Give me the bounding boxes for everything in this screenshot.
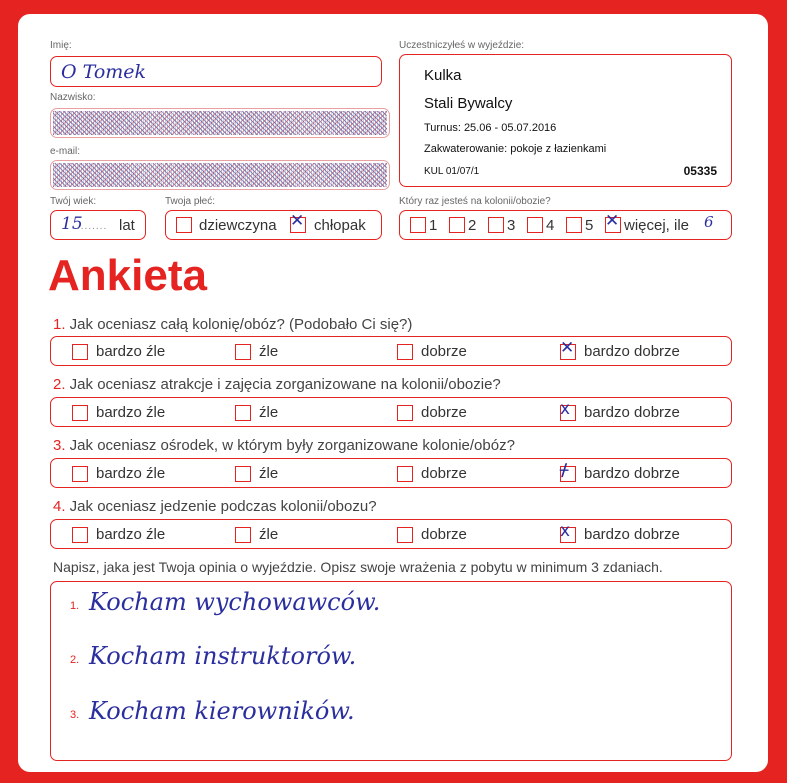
q3-dobrze-label: dobrze: [421, 465, 467, 482]
opinion-3-text: Kocham kierowników.: [89, 697, 355, 725]
times-more-value: 6: [704, 213, 714, 231]
q1-bardzo-zle-label: bardzo źle: [96, 343, 166, 360]
trip-line2: Stali Bywalcy: [424, 95, 513, 112]
q1-dobrze-checkbox[interactable]: [397, 344, 413, 360]
times-4-checkbox[interactable]: [527, 217, 543, 233]
times-1-label: 1: [429, 217, 438, 234]
gender-girl-checkbox[interactable]: [176, 217, 192, 233]
trip-line1: Kulka: [424, 67, 462, 84]
q4-zle-label: źle: [259, 526, 279, 543]
opinion-field[interactable]: [50, 581, 732, 761]
q1-zle-label: źle: [259, 343, 279, 360]
gender-girl-label: dziewczyna: [199, 217, 277, 234]
age-value: 15: [61, 214, 83, 234]
name-field[interactable]: [50, 56, 382, 87]
trip-lodging: Zakwaterowanie: pokoje z łazienkami: [424, 143, 607, 155]
email-label: e-mail:: [50, 146, 81, 157]
q3-zle-checkbox[interactable]: [235, 466, 251, 482]
q2-zle-checkbox[interactable]: [235, 405, 251, 421]
opinion-1-text: Kocham wychowawców.: [89, 588, 381, 616]
trip-turnus: Turnus: 25.06 - 05.07.2016: [424, 122, 557, 134]
q2-bardzo-dobrze-checkbox[interactable]: x: [560, 405, 576, 421]
q3-zle-label: źle: [259, 465, 279, 482]
name-value: O Tomek: [61, 61, 147, 83]
email-redaction: [53, 163, 387, 187]
question-3-text: 3. Jak oceniasz ośrodek, w którym były zorganizowane kolonie/obóz?: [53, 437, 515, 454]
times-more-label: więcej, ile: [624, 217, 690, 234]
times-more-checkbox[interactable]: ✕: [605, 211, 620, 231]
q2-bardzo-zle-checkbox[interactable]: [72, 405, 88, 421]
q2-bardzo-dobrze-label: bardzo dobrze: [584, 404, 680, 421]
opinion-prompt: Napisz, jaka jest Twoja opinia o wyjeździe. Opisz swoje wrażenia z pobytu w minimum 3 zdaniach.: [53, 559, 663, 575]
trip-number: 05335: [683, 164, 717, 178]
q2-zle-label: źle: [259, 404, 279, 421]
q1-bardzo-dobrze-checkbox[interactable]: ✕: [560, 338, 575, 358]
trip-info-box: [399, 54, 732, 187]
q3-bardzo-zle-checkbox[interactable]: [72, 466, 88, 482]
surname-label: Nazwisko:: [50, 92, 96, 103]
q2-dobrze-label: dobrze: [421, 404, 467, 421]
opinion-1-num: 1.: [70, 600, 80, 612]
gender-field: [165, 210, 382, 240]
q4-dobrze-checkbox[interactable]: [397, 527, 413, 543]
q3-bardzo-dobrze-label: bardzo dobrze: [584, 465, 680, 482]
times-4-label: 4: [546, 217, 555, 234]
question-2-text: 2. Jak oceniasz atrakcje i zajęcia zorganizowane na kolonii/obozie?: [53, 376, 501, 393]
question-4-text: 4. Jak oceniasz jedzenie podczas kolonii/obozu?: [53, 498, 377, 515]
times-5-checkbox[interactable]: [566, 217, 582, 233]
times-3-checkbox[interactable]: [488, 217, 504, 233]
question-1-options: [50, 336, 732, 366]
age-label: Twój wiek:: [50, 196, 97, 207]
age-field[interactable]: [50, 210, 146, 240]
participant-label: Uczestniczyłeś w wyjeździe:: [399, 40, 525, 51]
times-1-checkbox[interactable]: [410, 217, 426, 233]
times-2-label: 2: [468, 217, 477, 234]
q1-bardzo-zle-checkbox[interactable]: [72, 344, 88, 360]
opinion-2-text: Kocham instruktorów.: [89, 642, 357, 670]
q4-bardzo-zle-label: bardzo źle: [96, 526, 166, 543]
surname-redaction: [53, 111, 387, 135]
q2-dobrze-checkbox[interactable]: [397, 405, 413, 421]
q1-dobrze-label: dobrze: [421, 343, 467, 360]
q4-bardzo-zle-checkbox[interactable]: [72, 527, 88, 543]
question-4-options: [50, 519, 732, 549]
gender-label: Twoja płeć:: [165, 196, 216, 207]
q3-dobrze-checkbox[interactable]: [397, 466, 413, 482]
question-1-text: 1. Jak oceniasz całą kolonię/obóz? (Podobało Ci się?): [53, 316, 413, 333]
question-2-options: [50, 397, 732, 427]
q3-bardzo-zle-label: bardzo źle: [96, 465, 166, 482]
opinion-3-num: 3.: [70, 709, 80, 721]
question-3-options: [50, 458, 732, 488]
q3-bardzo-dobrze-checkbox[interactable]: ᚋ: [560, 466, 576, 482]
times-label: Który raz jesteś na kolonii/obozie?: [399, 196, 551, 207]
opinion-2-num: 2.: [70, 654, 80, 666]
email-field[interactable]: [50, 160, 390, 190]
age-dotted-line: ........: [77, 221, 108, 232]
q2-bardzo-zle-label: bardzo źle: [96, 404, 166, 421]
name-label: Imię:: [50, 40, 72, 51]
q4-zle-checkbox[interactable]: [235, 527, 251, 543]
survey-sheet: [18, 14, 768, 772]
times-2-checkbox[interactable]: [449, 217, 465, 233]
page-title: Ankieta: [48, 251, 207, 300]
gender-boy-label: chłopak: [314, 217, 366, 234]
q1-zle-checkbox[interactable]: [235, 344, 251, 360]
surname-field[interactable]: [50, 108, 390, 138]
q1-bardzo-dobrze-label: bardzo dobrze: [584, 343, 680, 360]
q4-bardzo-dobrze-checkbox[interactable]: x: [560, 527, 576, 543]
times-3-label: 3: [507, 217, 516, 234]
trip-code: KUL 01/07/1: [424, 166, 480, 177]
age-unit: lat: [119, 217, 135, 234]
times-5-label: 5: [585, 217, 594, 234]
q4-dobrze-label: dobrze: [421, 526, 467, 543]
times-field: [399, 210, 732, 240]
gender-boy-checkbox[interactable]: ✕: [290, 211, 305, 231]
q4-bardzo-dobrze-label: bardzo dobrze: [584, 526, 680, 543]
